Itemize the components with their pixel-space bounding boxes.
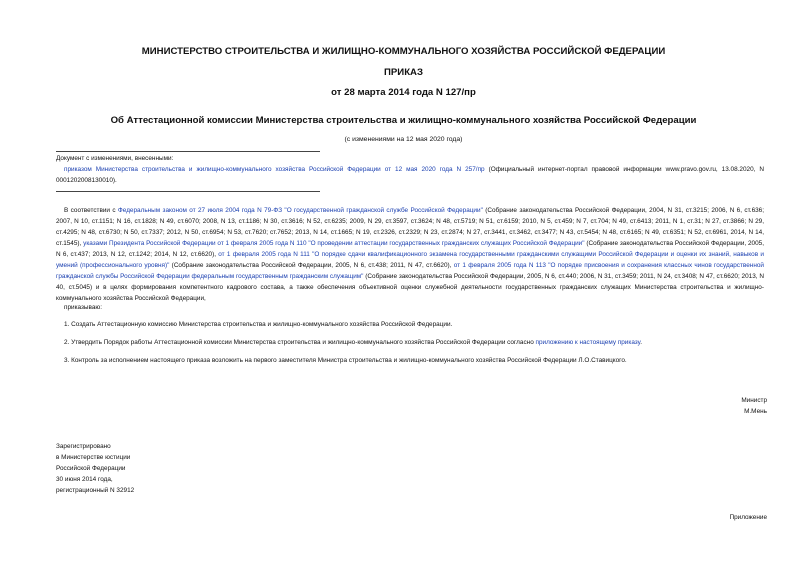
registration-line-2: в Министерстве юстиции <box>56 454 131 461</box>
amendments-note: (с изменениями на 12 мая 2020 года) <box>344 136 463 143</box>
ministry-heading: МИНИСТЕРСТВО СТРОИТЕЛЬСТВА И ЖИЛИЩНО-КОММУНАЛЬНОГО ХОЗЯЙСТВА РОССИЙСКОЙ ФЕДЕРАЦИИ <box>141 46 666 57</box>
signature-position: Министр <box>741 397 767 404</box>
registration-line-1: Зарегистрировано <box>56 443 111 450</box>
changes-text: приказом Министерства строительства и жилищно-коммунального хозяйства Российской Федерации от 12 мая 2020 года N 257/пр (Официальный интернет-портал правовой информации www.pravo.gov.ru, 13.08.2020, N 0001202008130010). <box>56 166 764 184</box>
preamble-paragraph: В соответствии с Федеральным законом от 27 июля 2004 года N 79-ФЗ "О государственной гражданской службе Российской Федерации" (Собрание законодательства Российской Федерации, 2004, N 31, ст.3215; 2006, N 6, ст.636; 2007, N 10, ст.1151; N 16, ст.1828; N 49, ст.6070; 2008, N 13, ст.1186; N 30, ст.3616; N 52, ст.6235; 2009, N 29, ст.3597, ст.3624; N 48, ст.5719; N 51, ст.6159; 2010, N 5, ст.459; N 7, ст.704; N 49, ст.6413; 2011, N 1, ст.31; N 27, ст.3866; N 29, ст.4295; N 48, ст.6730; N 50, ст.7337; 2012, N 50, ст.6954; N 53, ст.7620; ст.7652; 2013, N 14, ст.1665; N 19, ст.2326, ст.2329; N 23, ст.2874; N 27, ст.3441, ст.3462, ст.3477; N 43, ст.5454; N 48, ст.6165; N 49, ст.6351; N 52, ст.6961, 2014, N 14, ст.1545), указами Президента Российской Федерации от 1 февраля 2005 года N 110 "О проведении аттестации государственных гражданских служащих Российской Федерации" (Собрание законодательства Российской Федерации, 2005, N 6, ст.437; 2013, N 12, ст.1242; 2014, N 12, ст.6620), от 1 февраля 2005 года N 111 "О порядке сдачи квалификационного экзамена государственными гражданскими служащими Российской Федерации и оценки их знаний, навыков и умений (профессионального уровня)" (Собрание законодательства Российской Федерации, 2005, N 6, ст.438; 2011, N 47, ст.6620), от 1 февраля 2005 года N 113 "О порядке присвоения и сохранения классных чинов государственной гражданской службы Российской Федерации федеральным государственным гражданским служащим" (Собрание законодательства Российской Федерации, 2005, N 6, ст.440; 2006, N 31, ст.3459; 2011, N 24, ст.3408; N 47, ст.6620; 2013, N 40, ст.5045) и в целях формирования компетентного кадрового состава, а также обеспечения объективной оценки служебной деятельности государственных гражданских служащих Министерства строительства и жилищно-коммунального хозяйства Российской Федерации, <box>56 207 765 302</box>
signature-name: М.Мень <box>744 408 767 415</box>
divider-top <box>56 151 320 152</box>
decree-110-link[interactable]: указами Президента Российской Федерации от 1 февраля 2005 года N 110 "О проведении аттестации государственных гражданских служащих Российской Федерации" <box>83 240 585 247</box>
item-3: 3. Контроль за исполнением настоящего приказа возложить на первого заместителя Министра строительства и жилищно-коммунального хозяйства Российской Федерации Л.О.Ставицкого. <box>64 357 627 364</box>
date-number: от 28 марта 2014 года N 127/пр <box>331 87 476 98</box>
appendix-label: Приложение <box>729 514 767 521</box>
registration-line-5: регистрационный N 32912 <box>56 487 135 494</box>
decree-111-link[interactable]: от 1 февраля 2005 года N 111 "О порядке сдачи квалификационного экзамена государственными гражданскими служащими Российской Федерации и оценки их знаний, навыков и умений (профессионального уровня)" <box>56 251 764 269</box>
registration-line-4: 30 июня 2014 года, <box>56 476 113 483</box>
doc-type: ПРИКАЗ <box>384 67 423 78</box>
item-1: 1. Создать Аттестационную комиссию Министерства строительства и жилищно-коммунального хозяйства Российской Федерации. <box>64 321 453 328</box>
amendment-order-link[interactable]: приказом Министерства строительства и жилищно-коммунального хозяйства Российской Федерации от 12 мая 2020 года N 257/пр <box>64 166 485 173</box>
order-word: приказываю: <box>64 304 102 311</box>
appendix-link[interactable]: приложению к настоящему приказу <box>535 339 641 346</box>
divider-bottom <box>56 191 320 192</box>
document-title: Об Аттестационной комиссии Министерства строительства и жилищно-коммунального хозяйства Российской Федерации <box>110 115 697 126</box>
item-2: 2. Утвердить Порядок работы Аттестационной комиссии Министерства строительства и жилищно-коммунального хозяйства Российской Федерации согласно приложению к настоящему приказу. <box>64 339 642 346</box>
federal-law-link[interactable]: Федеральным законом от 27 июля 2004 года N 79-ФЗ "О государственной гражданской службе Российской Федерации" <box>117 207 483 214</box>
changes-intro: Документ с изменениями, внесенными: <box>56 155 174 162</box>
decree-113-link[interactable]: от 1 февраля 2005 года N 113 "О порядке присвоения и сохранения классных чинов государственной гражданской службы Российской Федерации федеральным государственным гражданским служащим" <box>56 262 764 280</box>
registration-line-3: Российской Федерации <box>56 465 126 472</box>
